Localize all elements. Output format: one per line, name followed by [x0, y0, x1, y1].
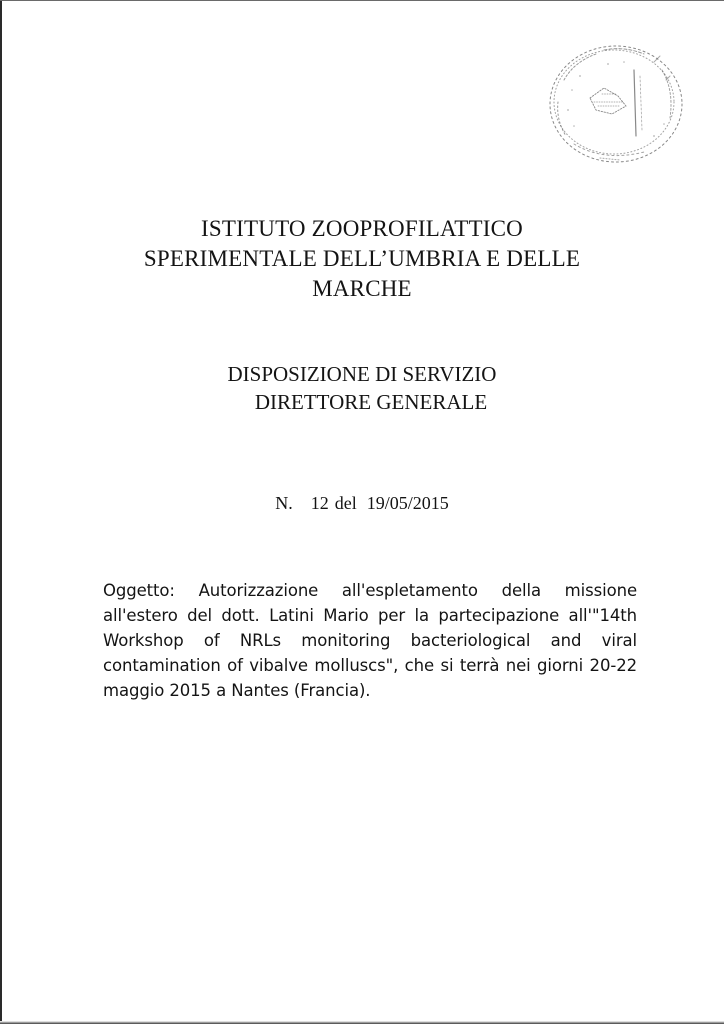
subject-paragraph	[103, 578, 637, 703]
scan-edge-top	[0, 0, 724, 1]
disposition-heading-line-2: DIRETTORE GENERALE	[254, 390, 488, 414]
subject-text: Autorizzazione all'espletamento della missione all'estero del dott. Latini Mario per la partecipazione all'"14th Workshop of NRLs monitoring bacteriological and viral contamination of vibalve molluscs", che si terrà nei giorni 20-22 maggio 2015 a Nantes (Francia).	[103, 581, 637, 700]
document-number: 12	[310, 493, 329, 513]
document-number-prefix: N.	[275, 493, 293, 513]
official-seal-icon	[544, 40, 688, 168]
document-number-line	[200, 493, 524, 514]
scan-edge-left	[0, 0, 2, 1024]
document-date: 19/05/2015	[366, 493, 449, 513]
institute-name-line-3: MARCHE	[312, 276, 412, 301]
institute-name	[90, 214, 634, 304]
document-number-del: del	[334, 493, 357, 513]
disposition-heading	[150, 360, 574, 416]
institute-name-line-1: ISTITUTO ZOOPROFILATTICO	[201, 216, 523, 241]
institute-name-line-2: SPERIMENTALE DELL’UMBRIA E DELLE	[143, 246, 581, 271]
disposition-heading-line-1: DISPOSIZIONE DI SERVIZIO	[227, 362, 497, 386]
subject-label: Oggetto:	[103, 581, 175, 600]
